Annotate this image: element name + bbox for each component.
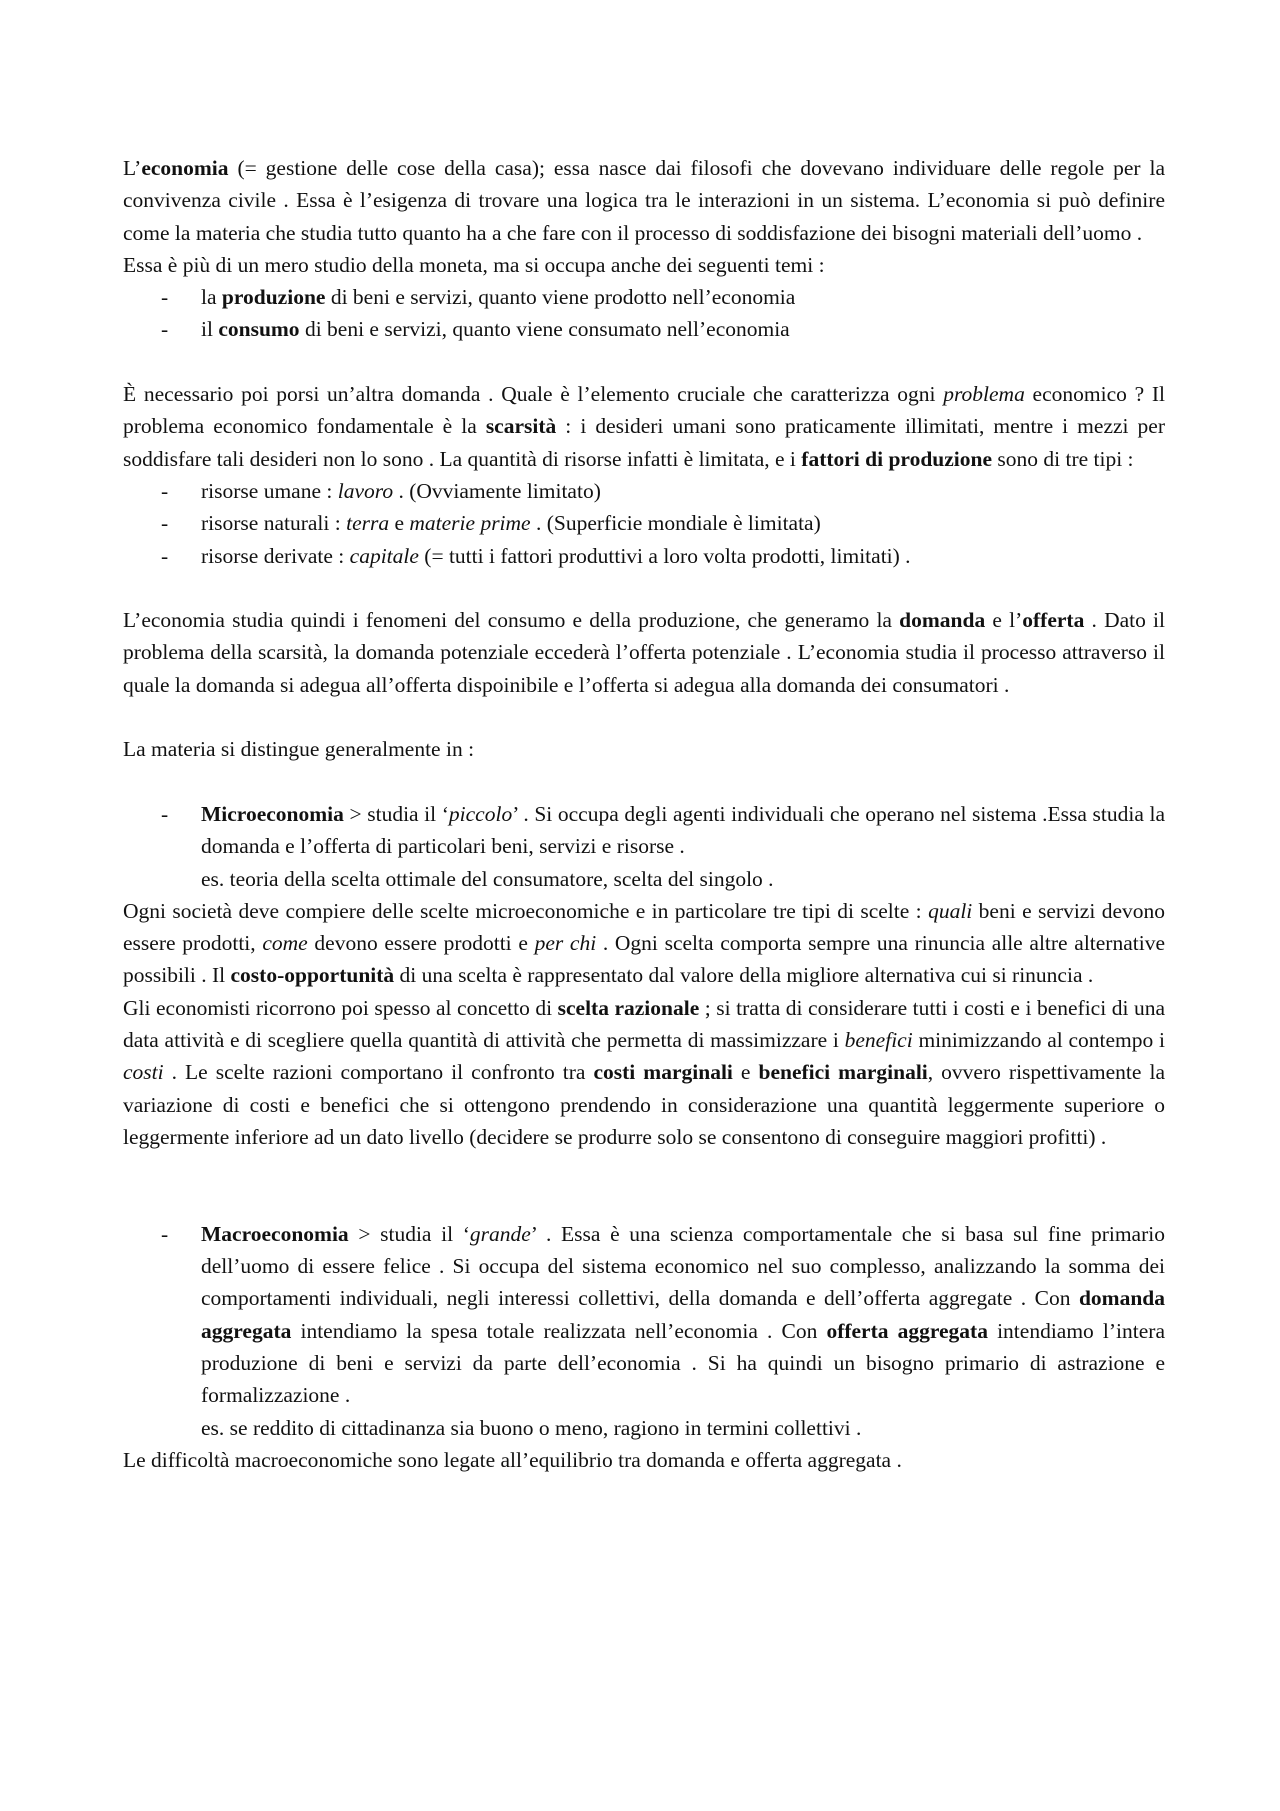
paragraph-materia-distinzione: La materia si distingue generalmente in : [123,737,475,762]
paragraph-economia-definition: L’economia (= gestione delle cose della casa); essa nasce dai filosofi che dovevano individuare delle regole per la convivenza civile . Essa è l’esigenza di trovare una logica tra le interazioni in un sistema. L’economia si può definire come la materia che studia tutto quanto ha a che fare con il processo di soddisfazione dei bisogni materiali dell’uomo . [123,156,1165,245]
blank-line [123,766,1165,798]
blank-lines [123,1153,1165,1218]
macro-list [123,1218,1165,1412]
dash-bullet: - [161,1221,169,1246]
paragraph-scarsita: È necessario poi porsi un’altra domanda . Quale è l’elemento cruciale che caratterizza ogni problema economico ? Il problema economico fondamentale è la scarsità : i desideri umani sono praticamente illimitati, mentre i mezzi per soddisfare tali desideri non lo sono . La quantità di risorse infatti è limitata, e i fattori di produzione sono di tre tipi : [123,382,1166,471]
paragraph-topics-intro: Essa è più di un mero studio della moneta, ma si occupa anche dei seguenti temi : [123,252,825,277]
list-item-macroeconomia: - Macroeconomia > studia il ‘grande’ . Essa è una scienza comportamentale che si basa sul fine primario dell’uomo di essere felice . Si occupa del sistema economico nel suo complesso, analizzando la somma dei comportamenti individuali, negli interessi collettivi, della domanda e dell’offerta aggregate . Con domanda aggregata intendiamo la spesa totale realizzata nell’economia . Con offerta aggregata intendiamo l’intera produzione di beni e servizi da parte dell’economia . Si ha quindi un bisogno primario di astrazione e formalizzazione . [123,1218,1165,1412]
dash-bullet: - [161,478,169,503]
blank-line [123,572,1165,604]
paragraph-domanda-offerta: L’economia studia quindi i fenomeni del consumo e della produzione, che generamo la domanda e l’offerta . Dato il problema della scarsità, la domanda potenziale eccederà l’offerta potenziale . L’economia studia il processo attraverso il quale la domanda si adegua all’offerta dispoinibile e l’offerta si adegua alla domanda dei consumatori . [123,608,1165,697]
list-item: - risorse naturali : terra e materie prime . (Superficie mondiale è limitata) [123,507,1165,539]
factors-list [123,475,1165,572]
list-item: - risorse umane : lavoro . (Ovviamente limitato) [123,475,1165,507]
paragraph-scelta-razionale: Gli economisti ricorrono poi spesso al concetto di scelta razionale ; si tratta di considerare tutti i costi e i benefici di una data attività e di scegliere quella quantità di attività che permetta di massimizzare i benefici minimizzando al contempo i costi . Le scelte razioni comportano il confronto tra costi marginali e benefici marginali, ovvero rispettivamente la variazione di costi e benefici che si ottengono prendendo in considerazione una quantità leggermente superiore o leggermente inferiore ad un dato livello (decidere se produrre solo se consentono di conseguire maggiori profitti) . [123,995,1165,1149]
topics-list [123,281,1165,346]
blank-line [123,346,1165,378]
list-item-microeconomia: - Microeconomia > studia il ‘piccolo’ . Si occupa degli agenti individuali che operano nel sistema .Essa studia la domanda e l’offerta di particolari beni, servizi e risorse . [123,798,1165,863]
dash-bullet: - [161,801,169,826]
blank-line [123,701,1165,733]
list-item: - la produzione di beni e servizi, quanto viene prodotto nell’economia [123,281,1165,313]
paragraph-difficolta-macro: Le difficoltà macroeconomiche sono legate all’equilibrio tra domanda e offerta aggregata . [123,1447,902,1472]
dash-bullet: - [161,511,169,536]
macro-example: es. se reddito di cittadinanza sia buono o meno, ragiono in termini collettivi . [201,1415,862,1440]
micro-list [123,798,1165,863]
micro-example: es. teoria della scelta ottimale del consumatore, scelta del singolo . [201,866,774,891]
dash-bullet: - [161,285,169,310]
list-item: - risorse derivate : capitale (= tutti i fattori produttivi a loro volta prodotti, limitati) . [123,540,1165,572]
dash-bullet: - [161,317,169,342]
list-item: - il consumo di beni e servizi, quanto viene consumato nell’economia [123,313,1165,345]
paragraph-scelte: Ogni società deve compiere delle scelte microeconomiche e in particolare tre tipi di scelte : quali beni e servizi devono essere prodotti, come devono essere prodotti e per chi . Ogni scelta comporta sempre una rinuncia alle altre alternative possibili . Il costo-opportunità di una scelta è rappresentato dal valore della migliore alternativa cui si rinuncia . [123,898,1165,988]
document-page [123,152,1165,1476]
dash-bullet: - [161,543,169,568]
